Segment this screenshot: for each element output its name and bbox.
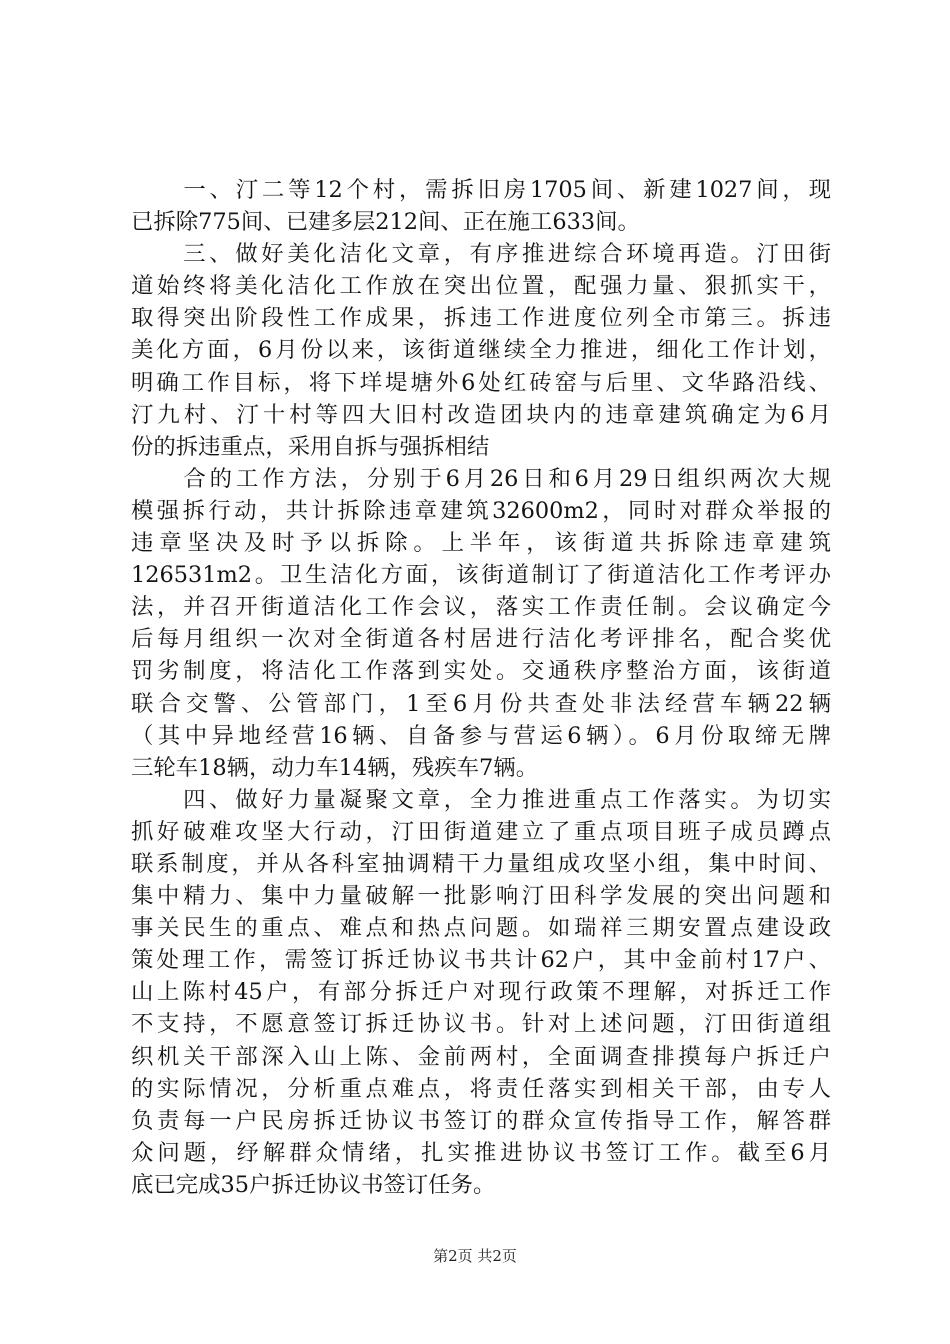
page-footer bbox=[0, 1245, 950, 1266]
text-line: 抓好破难攻坚大行动，汀田街道建立了重点项目班子成员蹲点 bbox=[131, 818, 831, 845]
text-line: （其中异地经营16辆、自备参与营运6辆）。6月份取缔无牌 bbox=[131, 722, 831, 749]
text-line: 一、汀二等12个村，需拆旧房1705间、新建1027间，现 bbox=[131, 177, 831, 203]
text-line: 不支持，不愿意签订拆迁协议书。针对上述问题，汀田街道组 bbox=[131, 1011, 831, 1038]
text-line: 份的拆违重点，采用自拆与强拆相结 bbox=[131, 433, 490, 460]
paragraph-4 bbox=[131, 784, 831, 1201]
text-line: 取得突出阶段性工作成果，拆违工作进度位列全市第三。拆违 bbox=[131, 305, 831, 332]
text-line: 众问题，纾解群众情绪，扎实推进协议书签订工作。截至6月 bbox=[131, 1139, 831, 1166]
document-body bbox=[131, 174, 831, 1201]
text-line: 山上陈村45户，有部分拆迁户对现行政策不理解，对拆迁工作 bbox=[131, 979, 831, 1006]
text-line: 违章坚决及时予以拆除。上半年，该街道共拆除违章建筑 bbox=[131, 530, 831, 557]
text-line: 织机关干部深入山上陈、金前两村，全面调查排摸每户拆迁户 bbox=[131, 1043, 831, 1070]
text-line: 后每月组织一次对全街道各村居进行洁化考评排名，配合奖优 bbox=[131, 626, 831, 653]
text-line: 联合交警、公管部门，1至6月份共查处非法经营车辆22辆 bbox=[131, 690, 831, 717]
text-line: 底已完成35户拆迁协议书签订任务。 bbox=[131, 1171, 496, 1198]
text-line: 美化方面，6月份以来，该街道继续全力推进，细化工作计划， bbox=[131, 337, 831, 364]
page-number-label: 第2页 共2页 bbox=[433, 1247, 517, 1265]
text-line: 道始终将美化洁化工作放在突出位置，配强力量、狠抓实干， bbox=[131, 273, 831, 300]
text-line: 罚劣制度，将洁化工作落到实处。交通秩序整治方面，该街道 bbox=[131, 658, 831, 685]
paragraph-1 bbox=[131, 174, 831, 238]
text-line: 已拆除775间、已建多层212间、正在施工633间。 bbox=[131, 209, 640, 236]
text-line: 的实际情况，分析重点难点，将责任落实到相关干部，由专人 bbox=[131, 1075, 831, 1102]
text-line: 汀九村、汀十村等四大旧村改造团块内的违章建筑确定为6月 bbox=[131, 401, 831, 428]
paragraph-3 bbox=[131, 463, 831, 784]
text-line: 策处理工作，需签订拆迁协议书共计62户，其中金前村17户、 bbox=[131, 947, 831, 974]
text-line: 合的工作方法，分别于6月26日和6月29日组织两次大规 bbox=[131, 465, 831, 492]
text-line: 四、做好力量凝聚文章，全力推进重点工作落实。为切实 bbox=[131, 786, 831, 813]
text-line: 负责每一户民房拆迁协议书签订的群众宣传指导工作，解答群 bbox=[131, 1107, 831, 1134]
text-line: 三轮车18辆，动力车14辆，残疾车7辆。 bbox=[131, 754, 539, 781]
text-line: 明确工作目标，将下垟堤塘外6处红砖窑与后里、文华路沿线、 bbox=[131, 369, 831, 396]
text-line: 法，并召开街道洁化工作会议，落实工作责任制。会议确定今 bbox=[131, 594, 831, 621]
text-line: 联系制度，并从各科室抽调精干力量组成攻坚小组，集中时间、 bbox=[131, 850, 831, 877]
text-line: 模强拆行动，共计拆除违章建筑32600m2，同时对群众举报的 bbox=[131, 497, 831, 524]
text-line: 三、做好美化洁化文章，有序推进综合环境再造。汀田街 bbox=[131, 241, 831, 268]
paragraph-2 bbox=[131, 238, 831, 463]
text-line: 集中精力、集中力量破解一批影响汀田科学发展的突出问题和 bbox=[131, 883, 831, 910]
text-line: 事关民生的重点、难点和热点问题。如瑞祥三期安置点建设政 bbox=[131, 915, 831, 942]
text-line: 126531m2。卫生洁化方面，该街道制订了街道洁化工作考评办 bbox=[131, 562, 831, 589]
